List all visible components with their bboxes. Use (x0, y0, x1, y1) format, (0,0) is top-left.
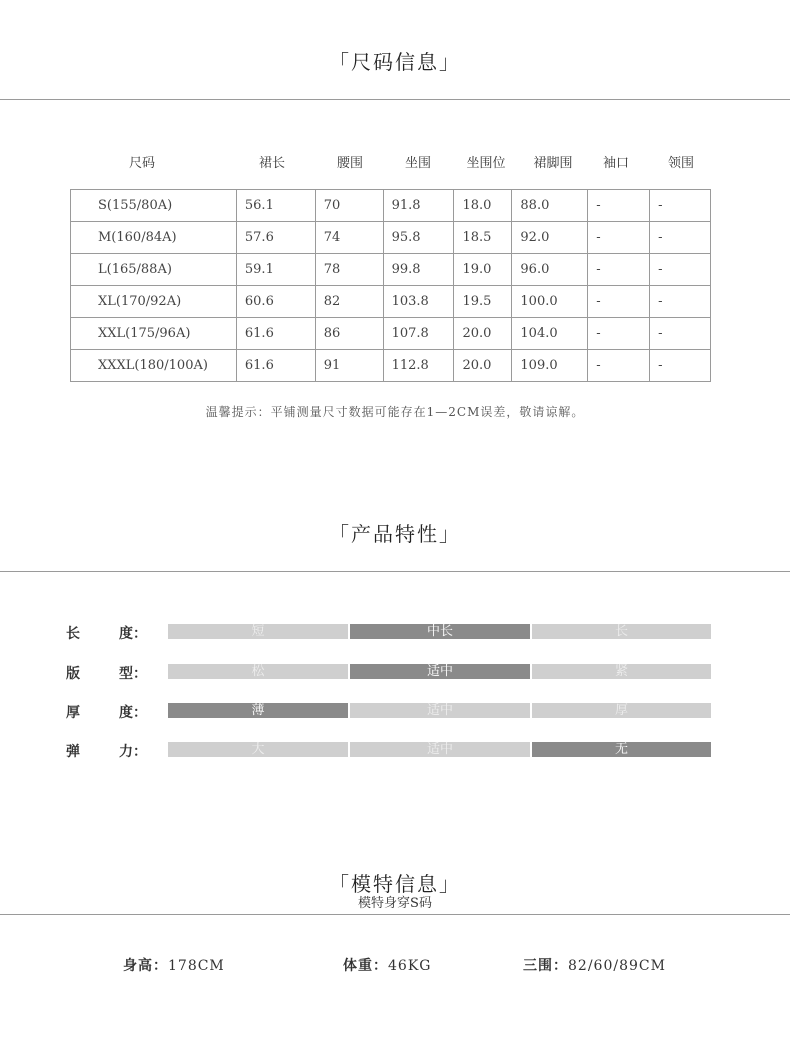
model-stat-weight (343, 955, 431, 975)
feature-label (66, 741, 147, 761)
stat-label: 三围： (523, 958, 568, 974)
feature-option: 适中 (350, 742, 530, 757)
feature-option: 短 (168, 624, 348, 639)
measurement-cell: 60.6 (236, 286, 315, 318)
feature-option-selected: 无 (532, 742, 711, 757)
measurement-cell: 19.5 (454, 286, 512, 318)
measurement-cell: - (588, 254, 650, 286)
feature-label-first-char: 厚 (66, 705, 80, 721)
stat-label: 身高： (123, 958, 168, 974)
feature-label (66, 623, 147, 643)
measurement-cell: 18.5 (454, 222, 512, 254)
measurement-cell: 91 (315, 350, 383, 382)
measurement-cell: - (588, 318, 650, 350)
measurement-cell: 88.0 (512, 190, 588, 222)
feature-label (66, 663, 147, 683)
size-label-cell: M(160/84A) (71, 222, 237, 254)
size-table-header-cell: 领围 (667, 156, 694, 171)
size-label-cell: L(165/88A) (71, 254, 237, 286)
feature-option: 大 (168, 742, 348, 757)
measurement-cell: 19.0 (454, 254, 512, 286)
measurement-cell: - (588, 222, 650, 254)
size-table-header-cell: 裙脚围 (533, 156, 573, 171)
size-label-cell: S(155/80A) (71, 190, 237, 222)
size-table-header-cell: 坐围位 (466, 156, 506, 171)
measurement-cell: - (650, 350, 711, 382)
model-stat-measurements (523, 955, 666, 975)
size-table-header-cell: 坐围 (404, 156, 431, 171)
feature-option: 适中 (350, 703, 530, 718)
measurement-cell: 20.0 (454, 350, 512, 382)
measurement-cell: 56.1 (236, 190, 315, 222)
table-row (71, 350, 711, 382)
measurement-cell: - (650, 254, 711, 286)
model-size-subtitle: 模特身穿S码 (358, 896, 432, 911)
measurement-cell: 18.0 (454, 190, 512, 222)
feature-option-selected: 薄 (168, 703, 348, 718)
feature-option: 松 (168, 664, 348, 679)
measurement-cell: 95.8 (383, 222, 454, 254)
feature-option: 厚 (532, 703, 711, 718)
measurement-cell: 92.0 (512, 222, 588, 254)
measurement-cell: 91.8 (383, 190, 454, 222)
feature-label-first-char: 版 (66, 666, 80, 682)
size-table-header-cell: 袖口 (602, 156, 629, 171)
measurement-cell: - (650, 318, 711, 350)
size-table-header-cell: 裙长 (258, 156, 285, 171)
size-table (70, 189, 711, 382)
table-row (71, 190, 711, 222)
measurement-cell: 109.0 (512, 350, 588, 382)
stat-value: 82/60/89CM (568, 958, 666, 974)
table-row (71, 318, 711, 350)
model-section-divider (0, 914, 790, 915)
measurement-cell: - (650, 222, 711, 254)
measurement-cell: 61.6 (236, 350, 315, 382)
size-table-header-cell: 尺码 (128, 156, 155, 171)
size-label-cell: XXL(175/96A) (71, 318, 237, 350)
size-section-divider (0, 99, 790, 100)
feature-section-divider (0, 571, 790, 572)
feature-label (66, 702, 147, 722)
measurement-cell: 59.1 (236, 254, 315, 286)
measurement-cell: 104.0 (512, 318, 588, 350)
feature-label-first-char: 弹 (66, 744, 80, 760)
size-section-title: 「尺码信息」 (329, 50, 461, 74)
measurement-cell: 82 (315, 286, 383, 318)
measurement-cell: - (588, 190, 650, 222)
measurement-cell: 107.8 (383, 318, 454, 350)
measurement-cell: 61.6 (236, 318, 315, 350)
feature-label-rest: 力： (119, 744, 147, 760)
feature-option-selected: 中长 (350, 624, 530, 639)
measurement-note: 温馨提示：平铺测量尺寸数据可能存在1—2CM误差，敬请谅解。 (205, 405, 585, 419)
feature-label-rest: 型： (119, 666, 147, 682)
size-label-cell: XL(170/92A) (71, 286, 237, 318)
measurement-cell: 96.0 (512, 254, 588, 286)
measurement-cell: 74 (315, 222, 383, 254)
measurement-cell: 20.0 (454, 318, 512, 350)
measurement-cell: - (650, 286, 711, 318)
size-table-header-cell: 腰围 (336, 156, 363, 171)
feature-label-rest: 度： (119, 705, 147, 721)
measurement-cell: 112.8 (383, 350, 454, 382)
measurement-cell: - (588, 286, 650, 318)
table-row (71, 286, 711, 318)
feature-label-rest: 度： (119, 626, 147, 642)
measurement-cell: - (588, 350, 650, 382)
table-row (71, 222, 711, 254)
measurement-cell: 78 (315, 254, 383, 286)
measurement-cell: 57.6 (236, 222, 315, 254)
measurement-cell: 99.8 (383, 254, 454, 286)
measurement-cell: - (650, 190, 711, 222)
table-row (71, 254, 711, 286)
feature-option: 紧 (532, 664, 711, 679)
model-stat-height (123, 955, 225, 975)
measurement-cell: 100.0 (512, 286, 588, 318)
measurement-cell: 86 (315, 318, 383, 350)
stat-label: 体重： (343, 958, 388, 974)
model-section-title: 「模特信息」 (329, 872, 461, 896)
feature-option-selected: 适中 (350, 664, 530, 679)
measurement-cell: 103.8 (383, 286, 454, 318)
stat-value: 178CM (168, 958, 225, 974)
feature-section-title: 「产品特性」 (329, 522, 461, 546)
feature-label-first-char: 长 (66, 626, 80, 642)
feature-option: 长 (532, 624, 711, 639)
measurement-cell: 70 (315, 190, 383, 222)
size-label-cell: XXXL(180/100A) (71, 350, 237, 382)
stat-value: 46KG (388, 958, 432, 974)
